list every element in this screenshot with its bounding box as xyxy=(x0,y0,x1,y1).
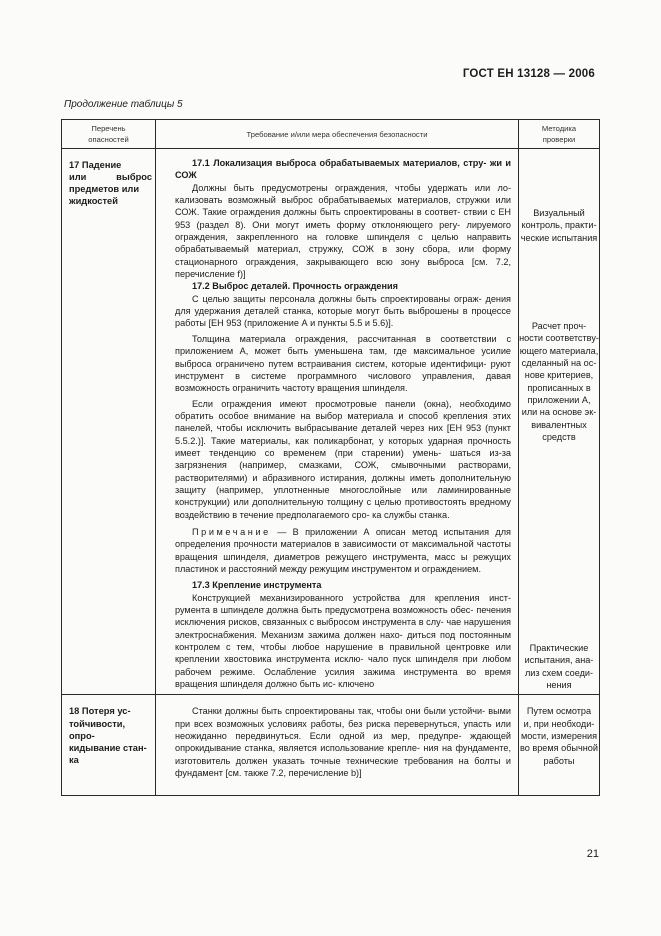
paragraph-17-2-c: Если ограждения имеют просмотровые панели (окна), необходимо обратить особое внимание на выбор материала и способ крепления этих панелей, чтобы исключить выбрасывание деталей через них [ЕН 953 (пункт 5.5.2.)]. Такие материалы, как поликарбонат, у которых ударная прочность имеет тенденцию со временем (при старении) умень- шаться из-за загрязнения (например, смазками, СОЖ, смывочными растворами, растворителями) и абразивного истирания, должны иметь дополнительную защиту (например, уплотненные многослойные или ламинированные конструкции) или дополнительную толщину с целью противостоять вредному воздействию в течение предполагаемого сро- ка службы станка. xyxy=(175,398,512,520)
header-requirement: Требование и/или мера обеспечения безопасности xyxy=(156,120,519,149)
header-hazards xyxy=(62,120,156,149)
page-number: 21 xyxy=(586,848,599,860)
table-row-17 xyxy=(62,149,600,695)
hazard-line: или выброс xyxy=(69,172,152,183)
method-17-1 xyxy=(519,207,599,244)
method-line: Визуальный xyxy=(533,208,585,218)
paragraph-17-2-b: Толщина материала ограждения, рассчитанная в соответствии с приложением А, может быть уменьшена там, где максимальное усилие выброса ограничено путем встраивания систем, которые идентифици- руют инструмент в системе программного числового управления, давая возможность ограничить частоту вращения шпинделя. xyxy=(175,333,511,394)
header-hazards-line: Перечень xyxy=(91,124,126,133)
method-line: нове критериев, xyxy=(524,370,594,381)
paragraph-17-2-a: С целью защиты персонала должны быть спроектированы ограж- дения для удержания деталей станка, которые могут быть выброшены в процессе работы [ЕН 953 (приложение А и пункты 5.5 и 5.6)]. xyxy=(175,293,511,329)
method-17 xyxy=(519,149,600,695)
method-17-2 xyxy=(519,320,599,443)
method-line: контроль, практи- xyxy=(521,220,597,231)
header-method-line: Методика xyxy=(541,124,577,133)
hazard-line: жидкостей xyxy=(69,196,118,207)
hazard-line: 17 Падение xyxy=(69,160,122,170)
note-label: Примечание xyxy=(192,526,271,537)
method-line: испытания, ана- xyxy=(524,655,594,666)
requirements-table xyxy=(61,119,600,796)
method-line: вивалентных xyxy=(531,419,587,430)
table-header-row xyxy=(62,120,600,149)
table-continuation-caption: Продолжение таблицы 5 xyxy=(64,99,183,110)
hazard-line: предметов или xyxy=(69,184,140,195)
method-line: ющего материала, xyxy=(519,345,599,356)
table-row-18 xyxy=(62,695,600,796)
method-line: лиз схем соеди- xyxy=(524,667,594,678)
method-line: сделанный на ос- xyxy=(521,358,597,369)
method-17-3 xyxy=(519,642,599,691)
paragraph-17-3: Конструкцией механизированного устройства для крепления инст- румента в шпинделе должна быть предусмотрена возможность обес- печения исключения рисков, связанных с выбросом инструмента в слу- чае нарушения электроснабжения. Механизм зажима должен нахо- диться под постоянным контролем с тем, чтобы любое нарушение в правильной центровке или креплении хвостовика инструмента исклю- чало пуск шпинделя при любом рабочем режиме. Ослабление усилия зажима инструмента во время вращения шпинделя должно быть ис- ключено xyxy=(175,592,512,690)
paragraph-17-1: Должны быть предусмотрены ограждения, чтобы удержать или ло- кализовать возможный выброс обрабатываемых материалов, стружки или СОЖ. Такие ограждения должны быть спроектированы в соответ- ствии с ЕН 953 (раздел 8). Они могут иметь форму отклоняющего регу- лируемого ограждения, закрепленного на головке шпинделя с целью направить обрабатываемый материал, стружку, СОЖ в зону сбора, или форму стационарного ограждения, закрывающего всю зону выброса [см. 7.2, перечисление f)] xyxy=(175,182,512,280)
hazard-line: кидывание стан- xyxy=(69,742,147,753)
requirement-17 xyxy=(156,149,519,695)
method-line: работы xyxy=(543,755,575,766)
subsection-17-3-title: 17.3 Крепление инструмента xyxy=(192,580,322,591)
hazard-line: ка xyxy=(69,754,79,765)
document-id: ГОСТ ЕН 13128 — 2006 xyxy=(462,68,595,80)
method-line: мости, измерения xyxy=(520,731,598,742)
header-hazards-line: опасностей xyxy=(88,135,129,144)
method-line: средств xyxy=(542,432,576,443)
method-line: приложении А, xyxy=(527,395,591,406)
method-line: Путем осмотра xyxy=(526,706,592,717)
method-line: нения xyxy=(546,680,572,691)
hazard-18 xyxy=(62,695,156,796)
requirement-18 xyxy=(156,695,519,796)
header-method-line: проверки xyxy=(542,135,576,144)
hazard-line: тойчивости, опро- xyxy=(69,718,126,741)
paragraph-18: Станки должны быть спроектированы так, чтобы они были устойчи- выми при всех возможных условиях работы, без риска перевернуться, упасть или неожиданно передвинуться. Если одной из мер, предупре- ждающей опрокидывание станка, является использование крепле- ния на фундаменте, изготовитель должен указать точные технические требования на болты и фундамент [см. также 7.2, перечисление b)] xyxy=(175,706,511,779)
method-line: ческие испытания xyxy=(520,232,598,243)
method-line: Расчет проч- xyxy=(531,321,587,331)
method-line: прописанных в xyxy=(527,382,591,393)
header-method xyxy=(519,120,600,149)
subsection-17-1-title: 17.1 Локализация выброса обрабатываемых материалов, стру- жи и СОЖ xyxy=(175,158,511,181)
method-line: или на основе эк- xyxy=(521,407,597,418)
hazard-17 xyxy=(62,149,156,695)
method-line: Практические xyxy=(529,643,589,653)
method-18-text xyxy=(519,705,599,767)
method-line: ности соответству- xyxy=(519,333,599,344)
subsection-17-2-title: 17.2 Выброс деталей. Прочность ограждения xyxy=(192,281,398,292)
method-line: во время обычной xyxy=(520,743,598,754)
method-18 xyxy=(519,695,600,796)
method-line: и, при необходи- xyxy=(523,718,595,729)
hazard-line: 18 Потеря ус- xyxy=(69,706,131,717)
note-17-2: Примечание — В приложении А описан метод испытания для определения прочности материалов в зависимости от максимальной частоты вращения шпинделя, диаметров режущего инструмента, масс ы режущих пластинок и расстояний между режущим инструментом и ограждением. xyxy=(175,526,511,574)
